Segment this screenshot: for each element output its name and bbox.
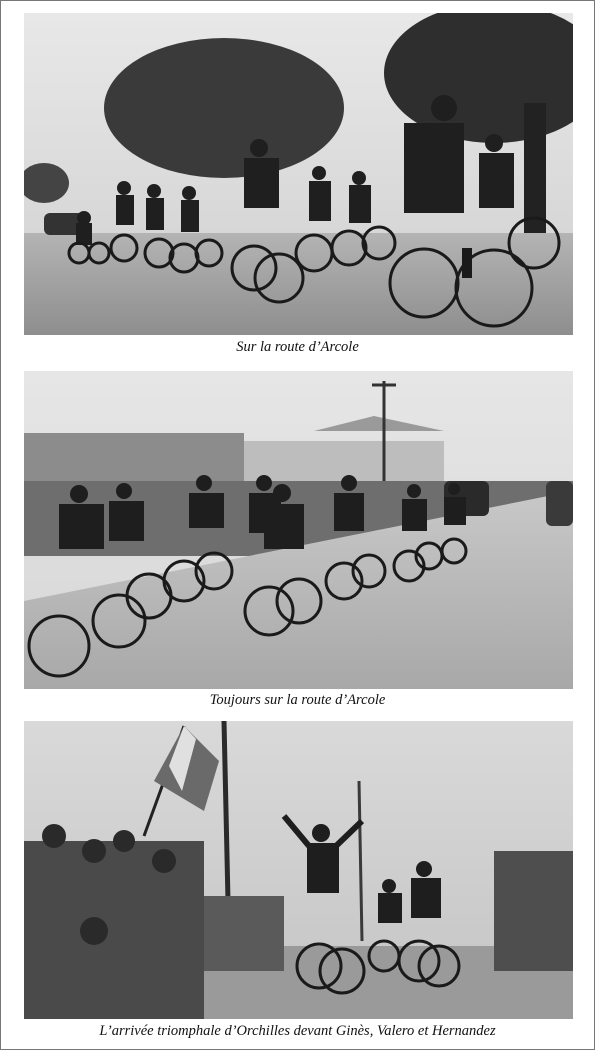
photo-1-caption: Sur la route d’Arcole xyxy=(236,339,359,355)
photo-cyclists-road-wall xyxy=(24,371,573,689)
photo-3-image xyxy=(24,721,573,1019)
photo-cyclists-route-arcole xyxy=(24,13,573,335)
photo-2-caption: Toujours sur la route d’Arcole xyxy=(209,692,386,708)
photo-2-image xyxy=(24,371,573,689)
photo-1-image xyxy=(24,13,573,335)
photo-3-caption: L’arrivée triomphale d’Orchilles devant Ginès, Valero et Hernandez xyxy=(99,1023,496,1039)
photo-finish-orchilles xyxy=(24,721,573,1019)
